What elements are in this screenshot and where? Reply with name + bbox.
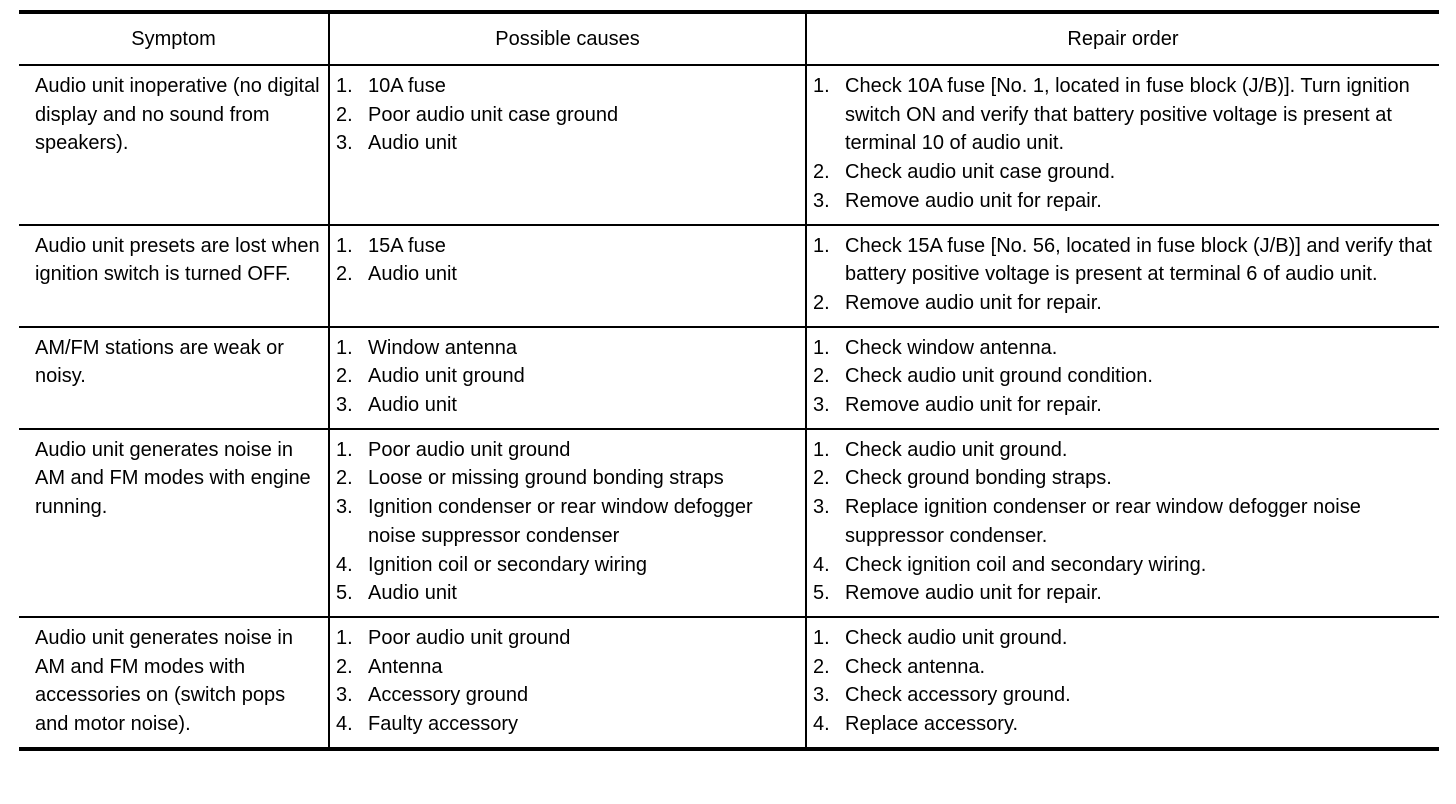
- cause-item-text: Poor audio unit ground: [368, 626, 571, 649]
- item-number: 2.: [813, 655, 830, 678]
- repair-step: [813, 72, 1435, 158]
- cause-item-text: Accessory ground: [368, 684, 529, 707]
- header-possible-causes: Possible causes: [329, 12, 806, 65]
- item-number: 1.: [336, 336, 353, 359]
- item-number: 1.: [813, 234, 830, 257]
- item-number: 1.: [813, 438, 830, 461]
- causes-cell-list: [336, 436, 801, 608]
- header-repair-order: Repair order: [806, 12, 1439, 65]
- repair-step: [813, 391, 1435, 420]
- causes-cell: [329, 225, 806, 327]
- repair-step-text: Remove audio unit for repair.: [845, 189, 1102, 212]
- repair-step: [813, 681, 1435, 710]
- repair-step: [813, 710, 1435, 739]
- troubleshooting-table: [19, 10, 1439, 751]
- item-number: 1.: [813, 75, 830, 97]
- item-number: 4.: [813, 553, 830, 576]
- cause-item-text: Poor audio unit ground: [368, 438, 571, 461]
- cause-item-text: Audio unit: [368, 263, 457, 286]
- repair-step-text: Remove audio unit for repair.: [845, 394, 1102, 417]
- causes-cell: [329, 617, 806, 749]
- cause-item-text: 15A fuse: [368, 234, 446, 257]
- item-number: 3.: [813, 684, 830, 707]
- item-number: 1.: [336, 75, 353, 97]
- cause-item: [336, 362, 801, 391]
- cause-item-text: Ignition coil or secondary wiring: [368, 553, 648, 576]
- repair-step-text: Check ignition coil and secondary wiring.: [845, 553, 1207, 576]
- item-number: 3.: [336, 132, 353, 155]
- repair-cell: [806, 65, 1439, 225]
- cause-item-text: 10A fuse: [368, 75, 446, 97]
- repair-step: [813, 579, 1435, 608]
- repair-step: [813, 624, 1435, 653]
- cause-item: [336, 436, 801, 465]
- item-number: 4.: [813, 713, 830, 736]
- item-number: 2.: [813, 365, 830, 388]
- repair-step-text: Remove audio unit for repair.: [845, 291, 1102, 314]
- repair-step: [813, 334, 1435, 363]
- repair-cell: [806, 225, 1439, 327]
- item-number: 5.: [336, 582, 353, 605]
- repair-step-text: Check audio unit ground condition.: [845, 365, 1153, 388]
- repair-step-text: Check 15A fuse [No. 56, located in fuse block (J/B)] and verify that battery positive voltage is present at terminal 6 of audio unit.: [845, 234, 1432, 286]
- table-row: [19, 617, 1439, 749]
- cause-item: [336, 101, 801, 130]
- item-number: 1.: [813, 336, 830, 359]
- item-number: 2.: [813, 291, 830, 314]
- table-body: [19, 65, 1439, 749]
- item-number: 4.: [336, 553, 353, 576]
- repair-step-text: Check window antenna.: [845, 336, 1058, 359]
- item-number: 3.: [813, 394, 830, 417]
- item-number: 1.: [813, 626, 830, 649]
- item-number: 2.: [336, 103, 353, 126]
- item-number: 1.: [336, 438, 353, 461]
- repair-step-text: Check antenna.: [845, 655, 986, 678]
- item-number: 2.: [336, 467, 353, 490]
- cause-item-text: Window antenna: [368, 336, 517, 359]
- repair-step-text: Replace ignition condenser or rear window defogger noise suppressor condenser.: [845, 496, 1361, 547]
- symptom-cell: AM/FM stations are weak or noisy.: [19, 327, 329, 429]
- item-number: 1.: [336, 626, 353, 649]
- symptom-cell: Audio unit presets are lost when ignition switch is turned OFF.: [19, 225, 329, 327]
- cause-item: [336, 232, 801, 261]
- repair-step: [813, 436, 1435, 465]
- repair-step: [813, 362, 1435, 391]
- repair-step-text: Replace accessory.: [845, 713, 1019, 736]
- repair-step: [813, 187, 1435, 216]
- cause-item-text: Antenna: [368, 655, 443, 678]
- repair-step: [813, 158, 1435, 187]
- item-number: 3.: [813, 189, 830, 212]
- causes-cell: [329, 65, 806, 225]
- table-row: [19, 429, 1439, 617]
- cause-item: [336, 551, 801, 580]
- cause-item: [336, 681, 801, 710]
- item-number: 3.: [813, 496, 830, 519]
- repair-step: [813, 551, 1435, 580]
- repair-cell-list: [813, 72, 1435, 216]
- repair-step-text: Remove audio unit for repair.: [845, 582, 1102, 605]
- causes-cell-list: [336, 72, 801, 158]
- repair-step-text: Check accessory ground.: [845, 684, 1071, 707]
- cause-item: [336, 334, 801, 363]
- cause-item-text: Audio unit: [368, 394, 457, 417]
- table-row: [19, 225, 1439, 327]
- repair-cell: [806, 429, 1439, 617]
- repair-step-text: Check ground bonding straps.: [845, 467, 1112, 490]
- cause-item: [336, 624, 801, 653]
- cause-item-text: Audio unit ground: [368, 365, 525, 388]
- repair-step: [813, 289, 1435, 318]
- cause-item: [336, 72, 801, 101]
- cause-item: [336, 579, 801, 608]
- item-number: 3.: [336, 394, 353, 417]
- repair-step-text: Check audio unit case ground.: [845, 161, 1116, 184]
- header-symptom: Symptom: [19, 12, 329, 65]
- causes-cell-list: [336, 334, 801, 420]
- causes-cell-list: [336, 232, 801, 289]
- cause-item: [336, 129, 801, 158]
- cause-item-text: Ignition condenser or rear window defogger noise suppressor condenser: [368, 496, 753, 547]
- item-number: 2.: [813, 467, 830, 490]
- item-number: 4.: [336, 713, 353, 736]
- item-number: 2.: [336, 263, 353, 286]
- table-row: [19, 65, 1439, 225]
- cause-item: [336, 260, 801, 289]
- item-number: 3.: [336, 684, 353, 707]
- repair-step: [813, 232, 1435, 289]
- cause-item-text: Poor audio unit case ground: [368, 103, 619, 126]
- cause-item-text: Loose or missing ground bonding straps: [368, 467, 724, 490]
- item-number: 3.: [336, 496, 353, 519]
- repair-step: [813, 493, 1435, 550]
- item-number: 1.: [336, 234, 353, 257]
- repair-cell: [806, 617, 1439, 749]
- symptom-cell: Audio unit generates noise in AM and FM modes with accessories on (switch pops and motor noise).: [19, 617, 329, 749]
- symptom-cell: Audio unit generates noise in AM and FM modes with engine running.: [19, 429, 329, 617]
- cause-item-text: Audio unit: [368, 132, 457, 155]
- repair-step-text: Check audio unit ground.: [845, 626, 1068, 649]
- repair-cell-list: [813, 624, 1435, 739]
- cause-item-text: Audio unit: [368, 582, 457, 605]
- causes-cell: [329, 429, 806, 617]
- cause-item: [336, 464, 801, 493]
- header-row: [19, 12, 1439, 65]
- symptom-cell: Audio unit inoperative (no digital display and no sound from speakers).: [19, 65, 329, 225]
- cause-item: [336, 653, 801, 682]
- causes-cell: [329, 327, 806, 429]
- cause-item: [336, 493, 801, 550]
- causes-cell-list: [336, 624, 801, 739]
- cause-item: [336, 391, 801, 420]
- repair-cell-list: [813, 232, 1435, 318]
- item-number: 2.: [336, 655, 353, 678]
- item-number: 5.: [813, 582, 830, 605]
- item-number: 2.: [813, 161, 830, 184]
- item-number: 2.: [336, 365, 353, 388]
- repair-step: [813, 464, 1435, 493]
- repair-step: [813, 653, 1435, 682]
- repair-step-text: Check audio unit ground.: [845, 438, 1068, 461]
- cause-item: [336, 710, 801, 739]
- table-header: [19, 12, 1439, 65]
- repair-step-text: Check 10A fuse [No. 1, located in fuse block (J/B)]. Turn ignition switch ON and verify that battery positive voltage is present at terminal 10 of audio unit.: [845, 75, 1410, 155]
- repair-cell-list: [813, 334, 1435, 420]
- repair-cell: [806, 327, 1439, 429]
- table-row: [19, 327, 1439, 429]
- repair-cell-list: [813, 436, 1435, 608]
- cause-item-text: Faulty accessory: [368, 713, 519, 736]
